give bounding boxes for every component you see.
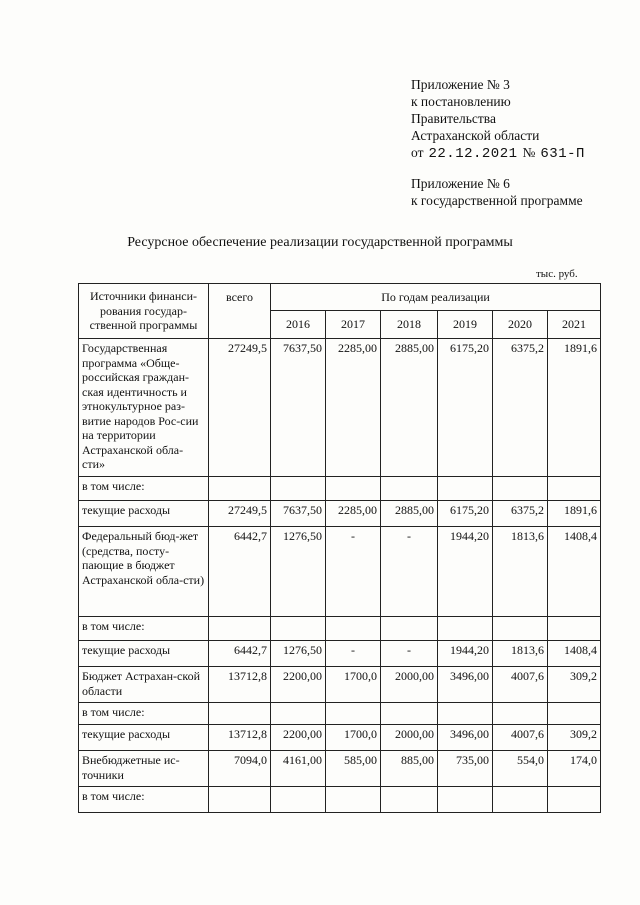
table-row <box>79 527 601 617</box>
row-year-cell: 2285,00 <box>326 339 381 477</box>
row-total-cell: 6442,7 <box>209 527 271 617</box>
row-total-cell <box>209 787 271 813</box>
row-source-cell: Бюджет Астрахан-ской области <box>79 667 209 703</box>
row-year-cell <box>493 617 548 641</box>
row-year-cell: 1276,50 <box>271 527 326 617</box>
table-row <box>79 501 601 527</box>
annex-6-block <box>411 175 583 209</box>
row-year-cell <box>381 703 438 725</box>
row-year-cell <box>438 787 493 813</box>
row-year-cell <box>493 787 548 813</box>
table-row <box>79 617 601 641</box>
row-year-cell <box>381 617 438 641</box>
row-year-cell: 6375,2 <box>493 339 548 477</box>
row-year-cell: 1700,0 <box>326 667 381 703</box>
row-year-cell <box>548 787 601 813</box>
header-year: 2021 <box>548 311 601 339</box>
header-year: 2017 <box>326 311 381 339</box>
row-year-cell: 4161,00 <box>271 751 326 787</box>
row-total-cell: 7094,0 <box>209 751 271 787</box>
header-year: 2016 <box>271 311 326 339</box>
annex-3-line: Астраханской области <box>411 128 540 143</box>
table-body <box>79 339 601 813</box>
row-total-cell: 13712,8 <box>209 725 271 751</box>
table-row <box>79 477 601 501</box>
table-row <box>79 703 601 725</box>
row-year-cell: 2200,00 <box>271 725 326 751</box>
row-source-cell: Федеральный бюд-жет (средства, посту-пающие в бюджет Астраханской обла-сти) <box>79 527 209 617</box>
decree-number: 631-П <box>540 146 585 162</box>
number-sign: № <box>522 145 536 160</box>
row-total-cell <box>209 703 271 725</box>
row-year-cell <box>438 617 493 641</box>
row-year-cell: 6175,20 <box>438 501 493 527</box>
table-row <box>79 641 601 667</box>
row-year-cell: 1944,20 <box>438 641 493 667</box>
row-year-cell <box>326 477 381 501</box>
row-year-cell: 7637,50 <box>271 339 326 477</box>
decree-date: 22.12.2021 <box>428 146 518 162</box>
annex-3-block <box>411 76 590 163</box>
row-year-cell: 2200,00 <box>271 667 326 703</box>
row-year-cell: 1408,4 <box>548 527 601 617</box>
row-year-cell: 1891,6 <box>548 501 601 527</box>
row-year-cell: 174,0 <box>548 751 601 787</box>
row-year-cell <box>548 477 601 501</box>
row-year-cell: 3496,00 <box>438 667 493 703</box>
row-source-cell: Внебюджетные ис-точники <box>79 751 209 787</box>
annex-3-line: Приложение № 3 <box>411 77 510 92</box>
row-source-cell: в том числе: <box>79 787 209 813</box>
row-year-cell <box>493 703 548 725</box>
row-year-cell: 4007,6 <box>493 667 548 703</box>
row-year-cell: 3496,00 <box>438 725 493 751</box>
row-year-cell: 2000,00 <box>381 667 438 703</box>
resource-table <box>78 283 601 813</box>
row-total-cell: 27249,5 <box>209 501 271 527</box>
row-source-cell: в том числе: <box>79 703 209 725</box>
row-year-cell <box>326 703 381 725</box>
row-year-cell: 1813,6 <box>493 641 548 667</box>
row-source-cell: в том числе: <box>79 477 209 501</box>
row-year-cell: 2000,00 <box>381 725 438 751</box>
row-year-cell <box>438 477 493 501</box>
row-year-cell <box>271 703 326 725</box>
header-year: 2018 <box>381 311 438 339</box>
header-by-years: По годам реализации <box>271 284 601 311</box>
table-row <box>79 667 601 703</box>
row-year-cell: 2885,00 <box>381 339 438 477</box>
row-year-cell: 1276,50 <box>271 641 326 667</box>
row-year-cell <box>381 787 438 813</box>
row-year-cell: - <box>381 527 438 617</box>
date-prefix: от <box>411 145 424 160</box>
document-title: Ресурсное обеспечение реализации государственной программы <box>127 235 513 250</box>
row-year-cell <box>438 703 493 725</box>
row-total-cell <box>209 617 271 641</box>
row-year-cell <box>326 787 381 813</box>
row-source-cell: текущие расходы <box>79 641 209 667</box>
row-year-cell <box>326 617 381 641</box>
row-year-cell <box>493 477 548 501</box>
row-year-cell: - <box>326 641 381 667</box>
row-total-cell: 6442,7 <box>209 641 271 667</box>
row-year-cell: 7637,50 <box>271 501 326 527</box>
row-year-cell: 1891,6 <box>548 339 601 477</box>
annex-3-line: к постановлению <box>411 94 511 109</box>
row-year-cell: 309,2 <box>548 725 601 751</box>
annex-6-line: Приложение № 6 <box>411 176 510 191</box>
row-year-cell: 2885,00 <box>381 501 438 527</box>
row-year-cell: 1700,0 <box>326 725 381 751</box>
row-year-cell: 554,0 <box>493 751 548 787</box>
table-row <box>79 725 601 751</box>
row-source-cell: текущие расходы <box>79 725 209 751</box>
row-year-cell <box>381 477 438 501</box>
row-source-cell: текущие расходы <box>79 501 209 527</box>
row-year-cell: 1813,6 <box>493 527 548 617</box>
row-year-cell: 1944,20 <box>438 527 493 617</box>
annex-3-line: Правительства <box>411 111 496 126</box>
units-label: тыс. руб. <box>536 268 578 280</box>
annex-6-line: к государственной программе <box>411 193 583 208</box>
row-year-cell: 6175,20 <box>438 339 493 477</box>
decree-date-line <box>411 144 590 163</box>
row-source-cell: в том числе: <box>79 617 209 641</box>
header-total: всего <box>209 284 271 339</box>
row-source-cell: Государственная программа «Обще-российская граждан-ская идентичность и этнокультурное раз-витие народов Рос-сии на территории Астраханской обла-сти» <box>79 339 209 477</box>
row-year-cell <box>271 477 326 501</box>
row-year-cell: 1408,4 <box>548 641 601 667</box>
row-total-cell: 27249,5 <box>209 339 271 477</box>
row-total-cell <box>209 477 271 501</box>
header-year: 2020 <box>493 311 548 339</box>
row-year-cell: 735,00 <box>438 751 493 787</box>
row-year-cell: 585,00 <box>326 751 381 787</box>
row-year-cell: - <box>326 527 381 617</box>
row-year-cell: 6375,2 <box>493 501 548 527</box>
header-source: Источники финанси-рования государ-ственной программы <box>79 284 209 339</box>
table-row <box>79 751 601 787</box>
header-year: 2019 <box>438 311 493 339</box>
row-year-cell <box>271 617 326 641</box>
row-year-cell: 4007,6 <box>493 725 548 751</box>
row-year-cell <box>548 703 601 725</box>
table-row <box>79 339 601 477</box>
row-year-cell <box>271 787 326 813</box>
table-row <box>79 787 601 813</box>
row-total-cell: 13712,8 <box>209 667 271 703</box>
row-year-cell: 309,2 <box>548 667 601 703</box>
row-year-cell: 885,00 <box>381 751 438 787</box>
row-year-cell: 2285,00 <box>326 501 381 527</box>
row-year-cell: - <box>381 641 438 667</box>
row-year-cell <box>548 617 601 641</box>
